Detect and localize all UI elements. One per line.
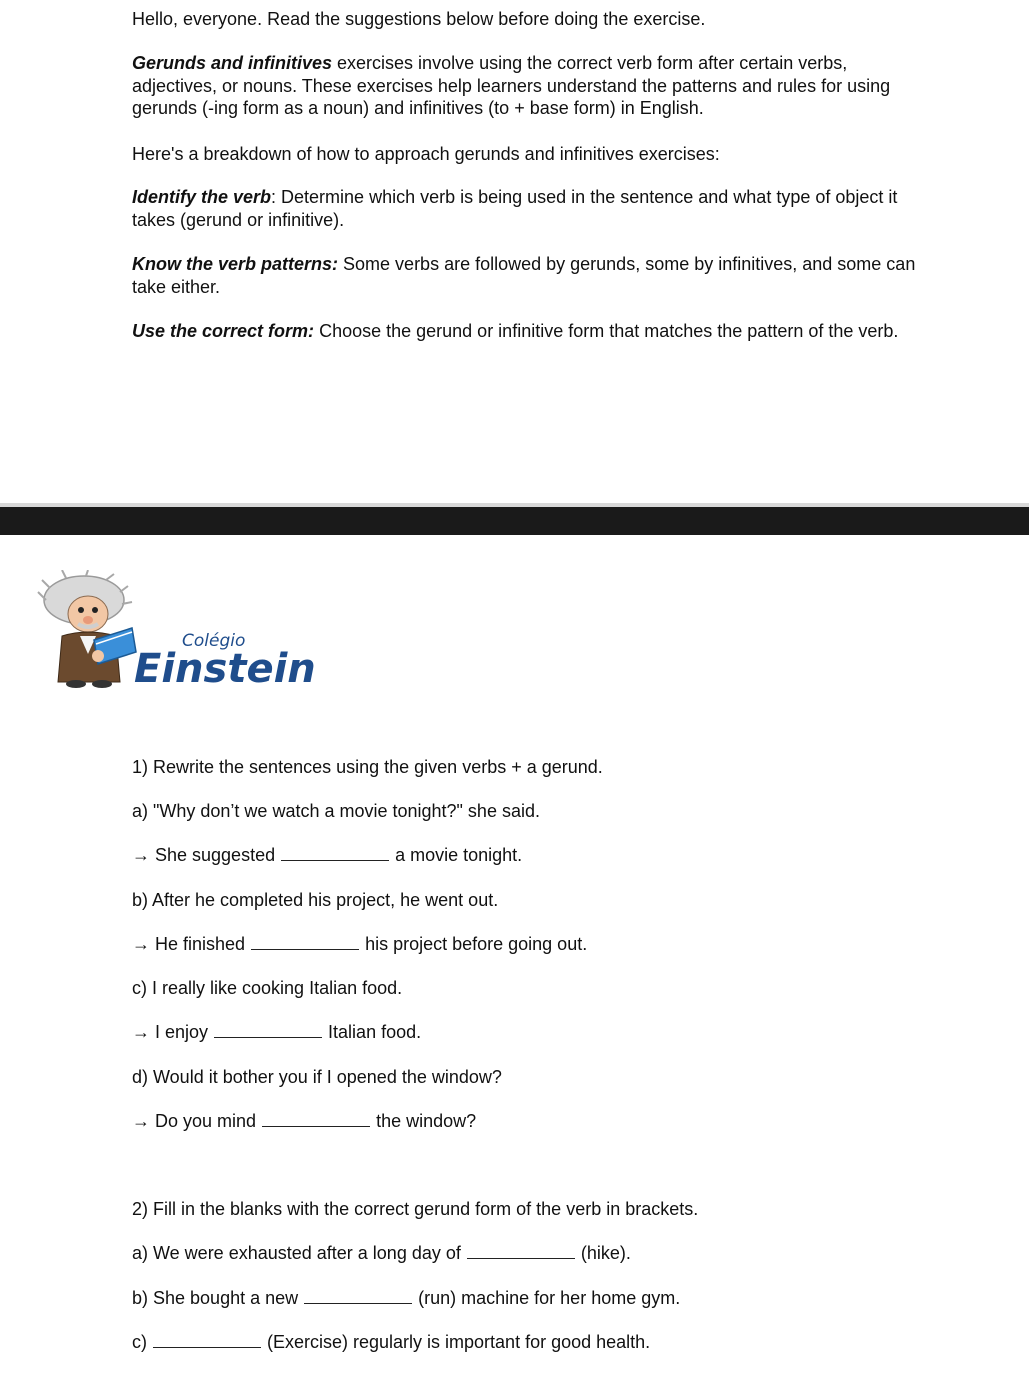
- exercise-2c: [132, 1331, 650, 1353]
- answer-blank-1a[interactable]: [281, 845, 389, 861]
- exercise-1d-question: d) Would it bother you if I opened the window?: [132, 1067, 502, 1087]
- answer-blank-1b[interactable]: [251, 934, 359, 950]
- exercise-2b: [132, 1287, 680, 1309]
- exercise-1c-answer: [132, 1021, 421, 1043]
- tip-identify-verb-text: : Determine which verb is being used in the sentence and what type of object it takes (gerund or infinitive).: [132, 187, 898, 230]
- exercise-1-title: 1) Rewrite the sentences using the given verbs + a gerund.: [132, 757, 603, 777]
- exercise-1b-answer: [132, 933, 587, 955]
- exercise-1a-question: a) "Why don’t we watch a movie tonight?" she said.: [132, 801, 540, 821]
- exercise-2b-prefix: b) She bought a new: [132, 1288, 299, 1308]
- tip-verb-patterns-bold: Know the verb patterns:: [132, 254, 339, 274]
- page-divider: [0, 507, 1029, 535]
- exercise-1b-suffix: his project before going out.: [365, 934, 588, 954]
- exercise-2a: [132, 1242, 631, 1264]
- tip-correct-form-bold: Use the correct form:: [132, 321, 315, 341]
- breakdown-heading: Here's a breakdown of how to approach gerunds and infinitives exercises:: [132, 144, 720, 164]
- logo-small-text: Colégio: [182, 631, 246, 651]
- exercise-2a-suffix: (hike).: [580, 1243, 631, 1263]
- tip-verb-patterns-text: Some verbs are followed by gerunds, some by infinitives, and some can take either.: [132, 254, 916, 297]
- school-logo: [36, 570, 316, 692]
- exercise-2c-suffix: (Exercise) regularly is important for good health.: [267, 1332, 651, 1352]
- exercise-2c-prefix: c): [132, 1332, 147, 1352]
- greeting: Hello, everyone. Read the suggestions below before doing the exercise.: [132, 9, 706, 29]
- tip-verb-patterns: [132, 253, 922, 298]
- einstein-mascot-icon: [36, 570, 146, 690]
- answer-blank-2c[interactable]: [153, 1332, 261, 1348]
- tip-identify-verb-bold: Identify the verb: [132, 187, 272, 207]
- answer-blank-1c[interactable]: [214, 1022, 322, 1038]
- intro-paragraph-text: exercises involve using the correct verb form after certain verbs, adjectives, or nouns. These exercises help learners understand the patterns and rules for using gerunds (-ing form as a noun) and infinitives (to + base form) in English.: [132, 53, 891, 118]
- exercise-1d-suffix: the window?: [376, 1111, 477, 1131]
- exercise-1c-question: c) I really like cooking Italian food.: [132, 978, 403, 998]
- exercise-2a-prefix: a) We were exhausted after a long day of: [132, 1243, 461, 1263]
- tip-correct-form: [132, 320, 922, 343]
- intro-section: [0, 0, 1029, 505]
- exercise-1c-prefix: → I enjoy: [132, 1022, 209, 1042]
- answer-blank-2b[interactable]: [304, 1288, 412, 1304]
- exercise-1c-suffix: Italian food.: [328, 1022, 422, 1042]
- exercise-2b-suffix: (run) machine for her home gym.: [418, 1288, 681, 1308]
- exercise-1a-answer: [132, 844, 522, 866]
- exercise-2-title: 2) Fill in the blanks with the correct gerund form of the verb in brackets.: [132, 1199, 699, 1219]
- answer-blank-2a[interactable]: [467, 1243, 575, 1259]
- intro-paragraph: [132, 52, 922, 120]
- exercise-1b-prefix: → He finished: [132, 934, 246, 954]
- answer-blank-1d[interactable]: [262, 1111, 370, 1127]
- tip-correct-form-text: Choose the gerund or infinitive form that matches the pattern of the verb.: [314, 321, 899, 341]
- exercise-1a-suffix: a movie tonight.: [395, 845, 523, 865]
- tip-identify-verb: [132, 186, 922, 231]
- exercise-1a-prefix: → She suggested: [132, 845, 276, 865]
- exercise-1d-prefix: → Do you mind: [132, 1111, 257, 1131]
- exercise-1b-question: b) After he completed his project, he went out.: [132, 890, 499, 910]
- logo-big-text: Einstein: [134, 646, 316, 692]
- exercise-1d-answer: [132, 1110, 476, 1132]
- intro-paragraph-bold: Gerunds and infinitives: [132, 53, 333, 73]
